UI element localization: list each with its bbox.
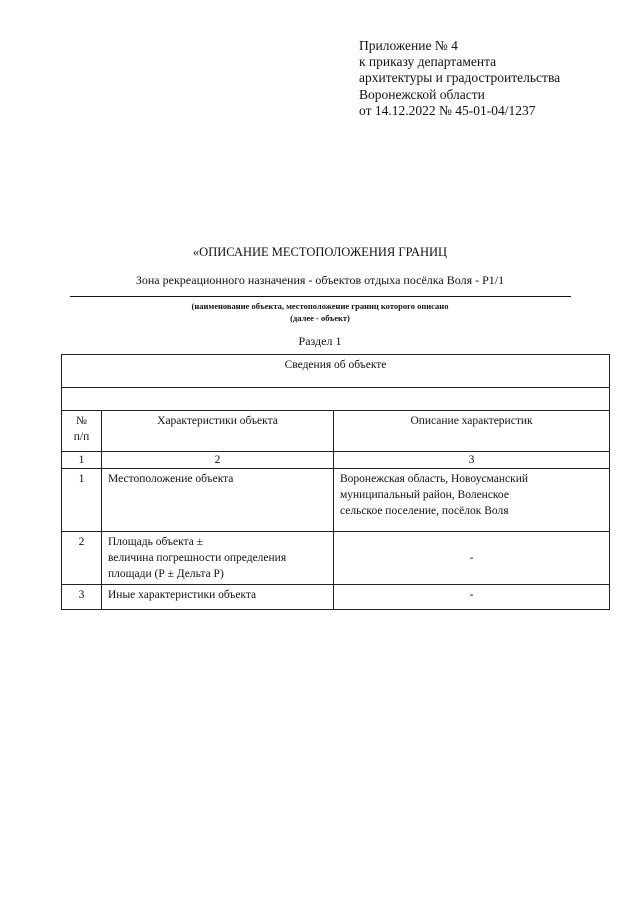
cell-line: Местоположение объекта — [108, 473, 234, 485]
column-header-description: Описание характеристик — [334, 411, 610, 452]
table-header: Сведения об объекте — [62, 355, 610, 388]
note-line: (наименование объекта, местоположение границ которого описано — [191, 301, 449, 311]
table-spacer-cell — [62, 388, 610, 411]
appendix-line: Воронежской области — [359, 86, 485, 102]
appendix-block — [359, 38, 560, 119]
row-characteristic: Иные характеристики объекта — [102, 585, 334, 610]
row-description — [334, 469, 610, 532]
table-spacer-row — [62, 388, 610, 411]
column-header-num — [62, 411, 102, 452]
row-number: 3 — [62, 585, 102, 610]
object-note — [0, 300, 640, 324]
note-line: (далее - объект) — [290, 313, 350, 323]
column-number: 1 — [62, 452, 102, 469]
row-characteristic — [102, 532, 334, 585]
appendix-line: архитектуры и градостроительства — [359, 70, 561, 86]
cell-line: Воронежская область, Новоусманский — [340, 473, 529, 485]
table-columns-row — [62, 411, 610, 452]
cell-line: муниципальный район, Воленское — [340, 489, 509, 501]
document-title: «ОПИСАНИЕ МЕСТОПОЛОЖЕНИЯ ГРАНИЦ — [192, 245, 448, 259]
cell-line: величина погрешности определения — [108, 552, 287, 564]
row-number: 2 — [62, 532, 102, 585]
cell-line: Площадь объекта ± — [108, 536, 203, 548]
cell-line: сельское поселение, посёлок Воля — [340, 505, 509, 517]
table-header-row — [62, 355, 610, 388]
row-characteristic — [102, 469, 334, 532]
table-row — [62, 585, 610, 610]
column-header-num-line: № — [76, 415, 87, 427]
cell-line: площади (Р ± Дельта Р) — [108, 568, 224, 580]
appendix-line: от 14.12.2022 № 45-01-04/1237 — [359, 102, 536, 118]
table-row — [62, 532, 610, 585]
appendix-line: к приказу департамента — [359, 54, 497, 70]
row-description: - — [334, 532, 610, 585]
row-description: - — [334, 585, 610, 610]
object-info-table — [61, 354, 610, 610]
row-number: 1 — [62, 469, 102, 532]
underline-rule — [70, 296, 571, 297]
column-number: 2 — [102, 452, 334, 469]
object-name: Зона рекреационного назначения - объектов отдыха посёлка Воля - Р1/1 — [135, 273, 505, 287]
table-column-numbers-row — [62, 452, 610, 469]
column-number: 3 — [334, 452, 610, 469]
appendix-line: Приложение № 4 — [359, 38, 458, 53]
section-title: Раздел 1 — [298, 334, 342, 348]
column-header-num-line: п/п — [73, 431, 90, 443]
column-header-characteristic: Характеристики объекта — [102, 411, 334, 452]
table-row — [62, 469, 610, 532]
